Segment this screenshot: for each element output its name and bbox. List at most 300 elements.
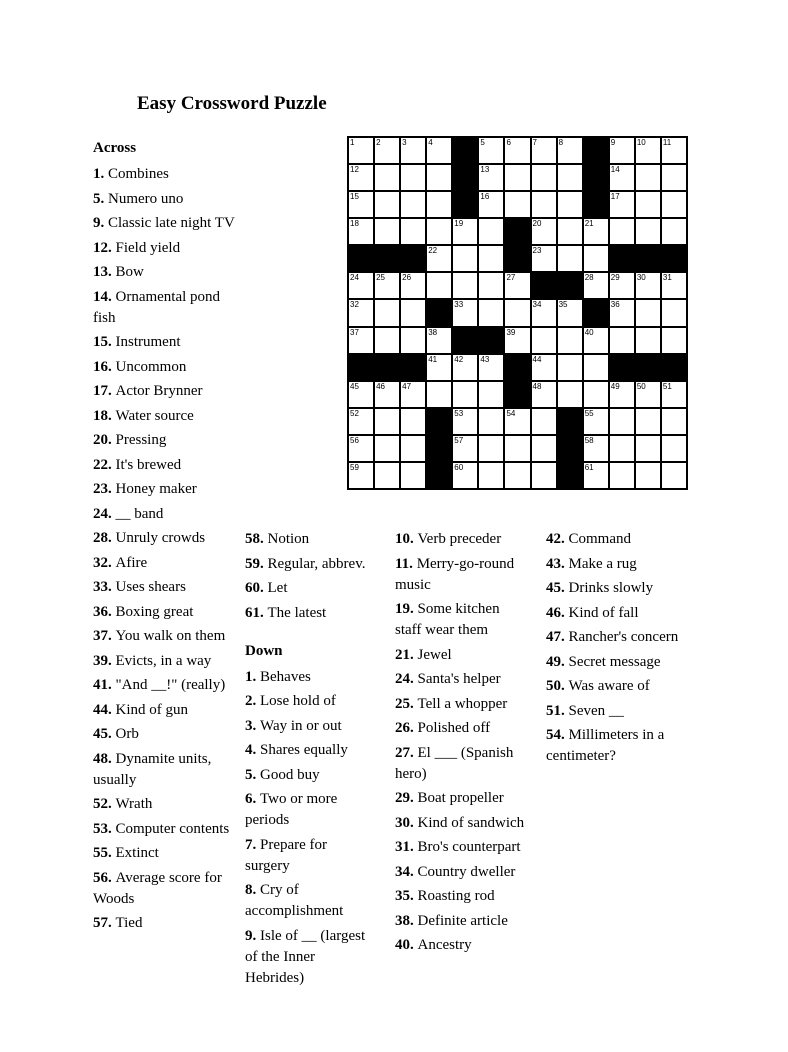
grid-cell[interactable]	[349, 300, 373, 325]
grid-cell[interactable]	[532, 138, 556, 163]
grid-cell[interactable]	[453, 246, 477, 271]
clue	[245, 880, 369, 922]
grid-cell[interactable]	[532, 409, 556, 434]
grid-cell[interactable]	[662, 165, 686, 190]
grid-cell[interactable]	[401, 409, 425, 434]
cell-number: 6	[506, 138, 511, 147]
grid-cell[interactable]	[375, 436, 399, 461]
down-clue-list-2	[395, 529, 529, 956]
grid-cell[interactable]	[427, 219, 451, 244]
grid-cell-black	[558, 409, 582, 434]
grid-cell[interactable]	[401, 328, 425, 353]
clue	[395, 669, 529, 690]
clue-number: 13.	[93, 264, 116, 280]
cell-number: 10	[636, 138, 646, 147]
grid-cell[interactable]	[532, 165, 556, 190]
grid-cell[interactable]	[349, 409, 373, 434]
clue-text: It's brewed	[115, 456, 182, 473]
clue-number: 9.	[245, 927, 260, 944]
grid-cell[interactable]	[610, 219, 634, 244]
clue-text: Secret message	[568, 653, 661, 670]
clue	[245, 835, 369, 877]
grid-cell[interactable]	[427, 246, 451, 271]
grid-cell[interactable]	[662, 219, 686, 244]
grid-cell[interactable]	[401, 138, 425, 163]
cell-number: 1	[350, 138, 355, 147]
clue	[93, 868, 235, 910]
grid-cell[interactable]	[505, 328, 529, 353]
grid-cell-black	[584, 300, 608, 325]
clue	[546, 652, 688, 673]
grid-cell[interactable]	[427, 138, 451, 163]
clue	[546, 627, 688, 648]
cell-number: 36	[610, 300, 620, 310]
grid-cell[interactable]	[610, 382, 634, 407]
grid-cell[interactable]	[558, 165, 582, 190]
grid-cell[interactable]	[375, 328, 399, 353]
grid-cell-black	[401, 246, 425, 271]
clue-number: 60.	[245, 580, 268, 596]
page-title: Easy Crossword Puzzle	[137, 93, 327, 114]
grid-cell[interactable]	[349, 273, 373, 298]
grid-cell[interactable]	[636, 300, 660, 325]
clue-text: Rancher's concern	[568, 629, 679, 645]
cell-number: 55	[584, 408, 594, 418]
grid-cell[interactable]	[349, 192, 373, 217]
grid-cell-black	[349, 355, 373, 380]
grid-cell[interactable]	[401, 165, 425, 190]
clue-column-4	[546, 529, 688, 771]
grid-cell[interactable]	[479, 436, 503, 461]
grid-cell[interactable]	[532, 219, 556, 244]
clue-text: Notion	[267, 531, 310, 547]
clue	[93, 213, 235, 234]
grid-cell[interactable]	[558, 192, 582, 217]
clue-text: The latest	[267, 604, 327, 621]
cell-number: 14	[610, 165, 620, 175]
clue-text: Merry-go-round music	[395, 555, 515, 593]
grid-cell-black	[584, 165, 608, 190]
cell-number: 30	[636, 273, 646, 283]
clue-text: Way in or out	[260, 717, 342, 734]
grid-cell[interactable]	[375, 300, 399, 325]
clue-number: 44.	[93, 701, 116, 718]
grid-cell-black	[427, 463, 451, 488]
grid-cell[interactable]	[636, 192, 660, 217]
down-clue-list-3	[546, 529, 688, 767]
clue	[93, 794, 235, 815]
grid-cell[interactable]	[427, 165, 451, 190]
clue	[245, 529, 369, 550]
clue-number: 36.	[93, 603, 116, 620]
clue-text: Field yield	[115, 239, 181, 256]
clue	[395, 813, 529, 834]
cell-number: 22	[428, 246, 438, 256]
clue	[395, 862, 529, 883]
grid-cell[interactable]	[662, 463, 686, 488]
grid-cell[interactable]	[662, 300, 686, 325]
grid-cell[interactable]	[584, 355, 608, 380]
clue	[93, 262, 235, 283]
clue-number: 20.	[93, 432, 116, 448]
clue-text: Orb	[115, 726, 139, 742]
clue-number: 11.	[395, 555, 417, 572]
grid-cell-black	[401, 355, 425, 380]
clue	[245, 765, 369, 786]
clue	[93, 602, 235, 623]
grid-cell[interactable]	[662, 436, 686, 461]
clue	[395, 837, 529, 858]
grid-cell-black	[636, 246, 660, 271]
grid-cell[interactable]	[636, 463, 660, 488]
grid-cell[interactable]	[662, 138, 686, 163]
clue-text: "And __!" (really)	[115, 677, 226, 693]
grid-cell[interactable]	[375, 138, 399, 163]
clue-text: Evicts, in a way	[115, 652, 212, 669]
cell-number: 41	[428, 354, 438, 364]
grid-cell[interactable]	[479, 219, 503, 244]
cell-number: 43	[480, 354, 490, 364]
cell-number: 5	[480, 138, 485, 147]
cell-number: 15	[350, 192, 359, 202]
grid-cell[interactable]	[375, 219, 399, 244]
grid-cell[interactable]	[532, 436, 556, 461]
grid-cell[interactable]	[479, 246, 503, 271]
cell-number: 49	[610, 381, 620, 391]
clue-text: Computer contents	[115, 820, 230, 837]
clue-number: 16.	[93, 358, 116, 375]
clue-number: 30.	[395, 814, 418, 831]
grid-cell-black	[558, 463, 582, 488]
clue-number: 10.	[395, 531, 418, 547]
clue-number: 26.	[395, 720, 418, 736]
clue-text: Behaves	[260, 668, 311, 685]
grid-cell-black	[427, 436, 451, 461]
clue-number: 49.	[546, 653, 569, 670]
grid-cell[interactable]	[558, 219, 582, 244]
grid-cell[interactable]	[401, 219, 425, 244]
clue-text: Definite article	[417, 912, 508, 929]
grid-cell[interactable]	[584, 219, 608, 244]
grid-cell[interactable]	[349, 382, 373, 407]
grid-cell[interactable]	[505, 165, 529, 190]
cell-number: 7	[532, 138, 537, 147]
clue	[546, 725, 688, 767]
grid-cell[interactable]	[532, 300, 556, 325]
clue	[546, 529, 688, 550]
grid-cell[interactable]	[584, 382, 608, 407]
grid-cell[interactable]	[532, 328, 556, 353]
grid-cell[interactable]	[479, 355, 503, 380]
clue	[395, 886, 529, 907]
grid-cell[interactable]	[558, 246, 582, 271]
clue-column-1	[93, 138, 235, 938]
grid-cell-black	[427, 409, 451, 434]
grid-cell[interactable]	[610, 273, 634, 298]
clue-text: Lose hold of	[260, 693, 336, 709]
grid-cell[interactable]	[610, 138, 634, 163]
grid-cell[interactable]	[349, 165, 373, 190]
clue-number: 34.	[395, 863, 418, 880]
clue-text: Shares equally	[260, 742, 348, 758]
grid-cell[interactable]	[349, 328, 373, 353]
clue	[93, 528, 235, 549]
clue	[395, 911, 529, 932]
grid-cell[interactable]	[401, 382, 425, 407]
clue-text: Bow	[115, 264, 144, 280]
grid-cell[interactable]	[532, 246, 556, 271]
clue-text: Prepare for surgery	[245, 836, 328, 874]
grid-cell[interactable]	[453, 355, 477, 380]
grid-cell[interactable]	[479, 409, 503, 434]
grid-cell[interactable]	[453, 300, 477, 325]
cell-number: 8	[558, 138, 564, 147]
grid-cell-black	[558, 273, 582, 298]
grid-cell[interactable]	[479, 192, 503, 217]
grid-cell[interactable]	[401, 436, 425, 461]
clue-number: 53.	[93, 820, 116, 837]
cell-number: 20	[532, 219, 542, 229]
cell-number: 38	[428, 327, 438, 337]
clue-text: Roasting rod	[417, 888, 495, 904]
grid-cell[interactable]	[636, 273, 660, 298]
clue-number: 42.	[546, 531, 569, 547]
clue	[395, 743, 529, 785]
grid-cell-black	[479, 328, 503, 353]
clue	[93, 238, 235, 259]
cell-number: 24	[350, 273, 359, 283]
clue	[245, 603, 369, 624]
clue-number: 28.	[93, 530, 116, 546]
cell-number: 54	[506, 408, 516, 418]
clue-number: 59.	[245, 555, 268, 572]
clue-number: 24.	[395, 671, 418, 687]
grid-cell[interactable]	[479, 300, 503, 325]
grid-cell[interactable]	[401, 192, 425, 217]
grid-cell[interactable]	[505, 273, 529, 298]
clue	[93, 819, 235, 840]
clue	[93, 626, 235, 647]
grid-cell[interactable]	[505, 138, 529, 163]
grid-cell-black	[505, 355, 529, 380]
grid-cell[interactable]	[558, 138, 582, 163]
grid-cell[interactable]	[584, 436, 608, 461]
grid-cell[interactable]	[375, 463, 399, 488]
grid-cell[interactable]	[662, 382, 686, 407]
grid-cell[interactable]	[505, 192, 529, 217]
grid-cell[interactable]	[662, 409, 686, 434]
grid-cell[interactable]	[636, 382, 660, 407]
clue	[93, 357, 235, 378]
clue	[546, 701, 688, 722]
clue-text: Kind of gun	[115, 701, 188, 718]
grid-cell[interactable]	[662, 192, 686, 217]
clue	[395, 788, 529, 809]
clue-number: 19.	[395, 601, 418, 617]
grid-cell[interactable]	[636, 328, 660, 353]
grid-cell[interactable]	[662, 273, 686, 298]
grid-cell[interactable]	[479, 273, 503, 298]
clue-number: 4.	[245, 742, 260, 758]
clue	[395, 935, 529, 956]
grid-cell-black	[532, 273, 556, 298]
grid-cell[interactable]	[610, 409, 634, 434]
crossword-grid	[347, 136, 688, 490]
grid-cell[interactable]	[375, 192, 399, 217]
grid-cell[interactable]	[584, 246, 608, 271]
clue-text: Classic late night TV	[108, 215, 235, 231]
clue	[546, 603, 688, 624]
grid-cell[interactable]	[479, 382, 503, 407]
clue-number: 51.	[546, 702, 569, 719]
grid-cell[interactable]	[558, 328, 582, 353]
cell-number: 31	[662, 273, 672, 283]
clue-number: 1.	[245, 668, 260, 685]
clue	[93, 675, 235, 696]
clue	[93, 332, 235, 353]
clue	[245, 667, 369, 688]
grid-cell[interactable]	[479, 138, 503, 163]
grid-cell[interactable]	[584, 273, 608, 298]
clue	[395, 645, 529, 666]
grid-cell-black	[505, 246, 529, 271]
grid-cell[interactable]	[610, 436, 634, 461]
down-clue-list-1	[245, 667, 369, 989]
clue-text: Let	[267, 580, 288, 596]
cell-number: 56	[350, 435, 359, 445]
grid-cell[interactable]	[479, 463, 503, 488]
grid-cell[interactable]	[662, 328, 686, 353]
clue-text: Ornamental pond fish	[93, 288, 221, 326]
grid-cell[interactable]	[610, 165, 634, 190]
cell-number: 27	[506, 273, 516, 283]
clue	[93, 430, 235, 451]
clue	[93, 724, 235, 745]
grid-cell[interactable]	[532, 355, 556, 380]
grid-cell[interactable]	[349, 138, 373, 163]
grid-cell[interactable]	[453, 436, 477, 461]
grid-cell-black	[662, 355, 686, 380]
grid-cell[interactable]	[610, 328, 634, 353]
cell-number: 2	[376, 138, 381, 147]
grid-cell[interactable]	[505, 300, 529, 325]
grid-cell[interactable]	[375, 165, 399, 190]
cell-number: 4	[428, 138, 433, 147]
grid-cell[interactable]	[427, 192, 451, 217]
cell-number: 25	[376, 273, 385, 283]
grid-cell[interactable]	[453, 382, 477, 407]
clue-number: 18.	[93, 407, 116, 424]
clue	[93, 189, 235, 210]
grid-cell[interactable]	[427, 382, 451, 407]
clue-number: 46.	[546, 604, 569, 621]
grid-cell[interactable]	[532, 463, 556, 488]
clue-text: Boxing great	[115, 603, 194, 620]
grid-cell[interactable]	[532, 192, 556, 217]
clue-number: 32.	[93, 554, 116, 571]
grid-cell[interactable]	[636, 219, 660, 244]
grid-cell-black	[349, 246, 373, 271]
grid-cell[interactable]	[558, 355, 582, 380]
grid-cell[interactable]	[505, 436, 529, 461]
cell-number: 16	[480, 192, 490, 202]
across-clue-list	[93, 164, 235, 934]
grid-cell[interactable]	[558, 300, 582, 325]
clue-column-2	[245, 529, 369, 992]
cell-number: 26	[402, 273, 412, 283]
grid-cell[interactable]	[427, 355, 451, 380]
grid-cell[interactable]	[453, 409, 477, 434]
grid-cell-black	[636, 355, 660, 380]
cell-number: 21	[584, 219, 594, 229]
cell-number: 32	[350, 300, 359, 310]
clue-number: 22.	[93, 456, 116, 473]
clue-number: 17.	[93, 383, 116, 399]
cell-number: 53	[454, 408, 464, 418]
clue-text: Regular, abbrev.	[267, 555, 366, 572]
grid-cell[interactable]	[375, 409, 399, 434]
grid-cell[interactable]	[610, 300, 634, 325]
grid-cell[interactable]	[505, 409, 529, 434]
grid-cell[interactable]	[401, 273, 425, 298]
grid-cell[interactable]	[349, 219, 373, 244]
grid-cell[interactable]	[532, 382, 556, 407]
cell-number: 58	[584, 435, 594, 445]
grid-cell[interactable]	[453, 273, 477, 298]
grid-cell[interactable]	[610, 192, 634, 217]
grid-cell[interactable]	[349, 436, 373, 461]
grid-cell[interactable]	[558, 382, 582, 407]
grid-cell[interactable]	[584, 463, 608, 488]
grid-cell[interactable]	[636, 409, 660, 434]
clue-text: Make a rug	[568, 555, 637, 572]
grid-cell[interactable]	[375, 273, 399, 298]
grid-cell-black	[427, 300, 451, 325]
clue-number: 8.	[245, 882, 260, 898]
grid-cell[interactable]	[636, 138, 660, 163]
grid-cell[interactable]	[427, 273, 451, 298]
clue	[93, 406, 235, 427]
across-clue-list-continued	[245, 529, 369, 624]
grid-cell[interactable]	[584, 328, 608, 353]
grid-cell[interactable]	[636, 436, 660, 461]
clue-text: Numero uno	[108, 190, 184, 207]
grid-cell[interactable]	[610, 463, 634, 488]
grid-cell[interactable]	[453, 463, 477, 488]
grid-cell[interactable]	[453, 219, 477, 244]
grid-cell[interactable]	[584, 409, 608, 434]
clue	[93, 504, 235, 525]
grid-cell[interactable]	[375, 382, 399, 407]
clue-number: 39.	[93, 652, 116, 669]
clue-number: 1.	[93, 166, 108, 182]
clue-text: Honey maker	[115, 481, 197, 497]
cell-number: 52	[350, 408, 359, 418]
grid-cell[interactable]	[505, 463, 529, 488]
clue-text: Two or more periods	[245, 791, 338, 828]
grid-cell[interactable]	[401, 300, 425, 325]
clue	[93, 553, 235, 574]
grid-cell[interactable]	[349, 463, 373, 488]
grid-cell[interactable]	[427, 328, 451, 353]
clue-text: Kind of sandwich	[417, 814, 525, 831]
cell-number: 60	[454, 462, 464, 472]
grid-cell[interactable]	[401, 463, 425, 488]
grid-cell[interactable]	[479, 165, 503, 190]
cell-number: 57	[454, 435, 464, 445]
clue-number: 61.	[245, 604, 268, 621]
grid-cell[interactable]	[636, 165, 660, 190]
